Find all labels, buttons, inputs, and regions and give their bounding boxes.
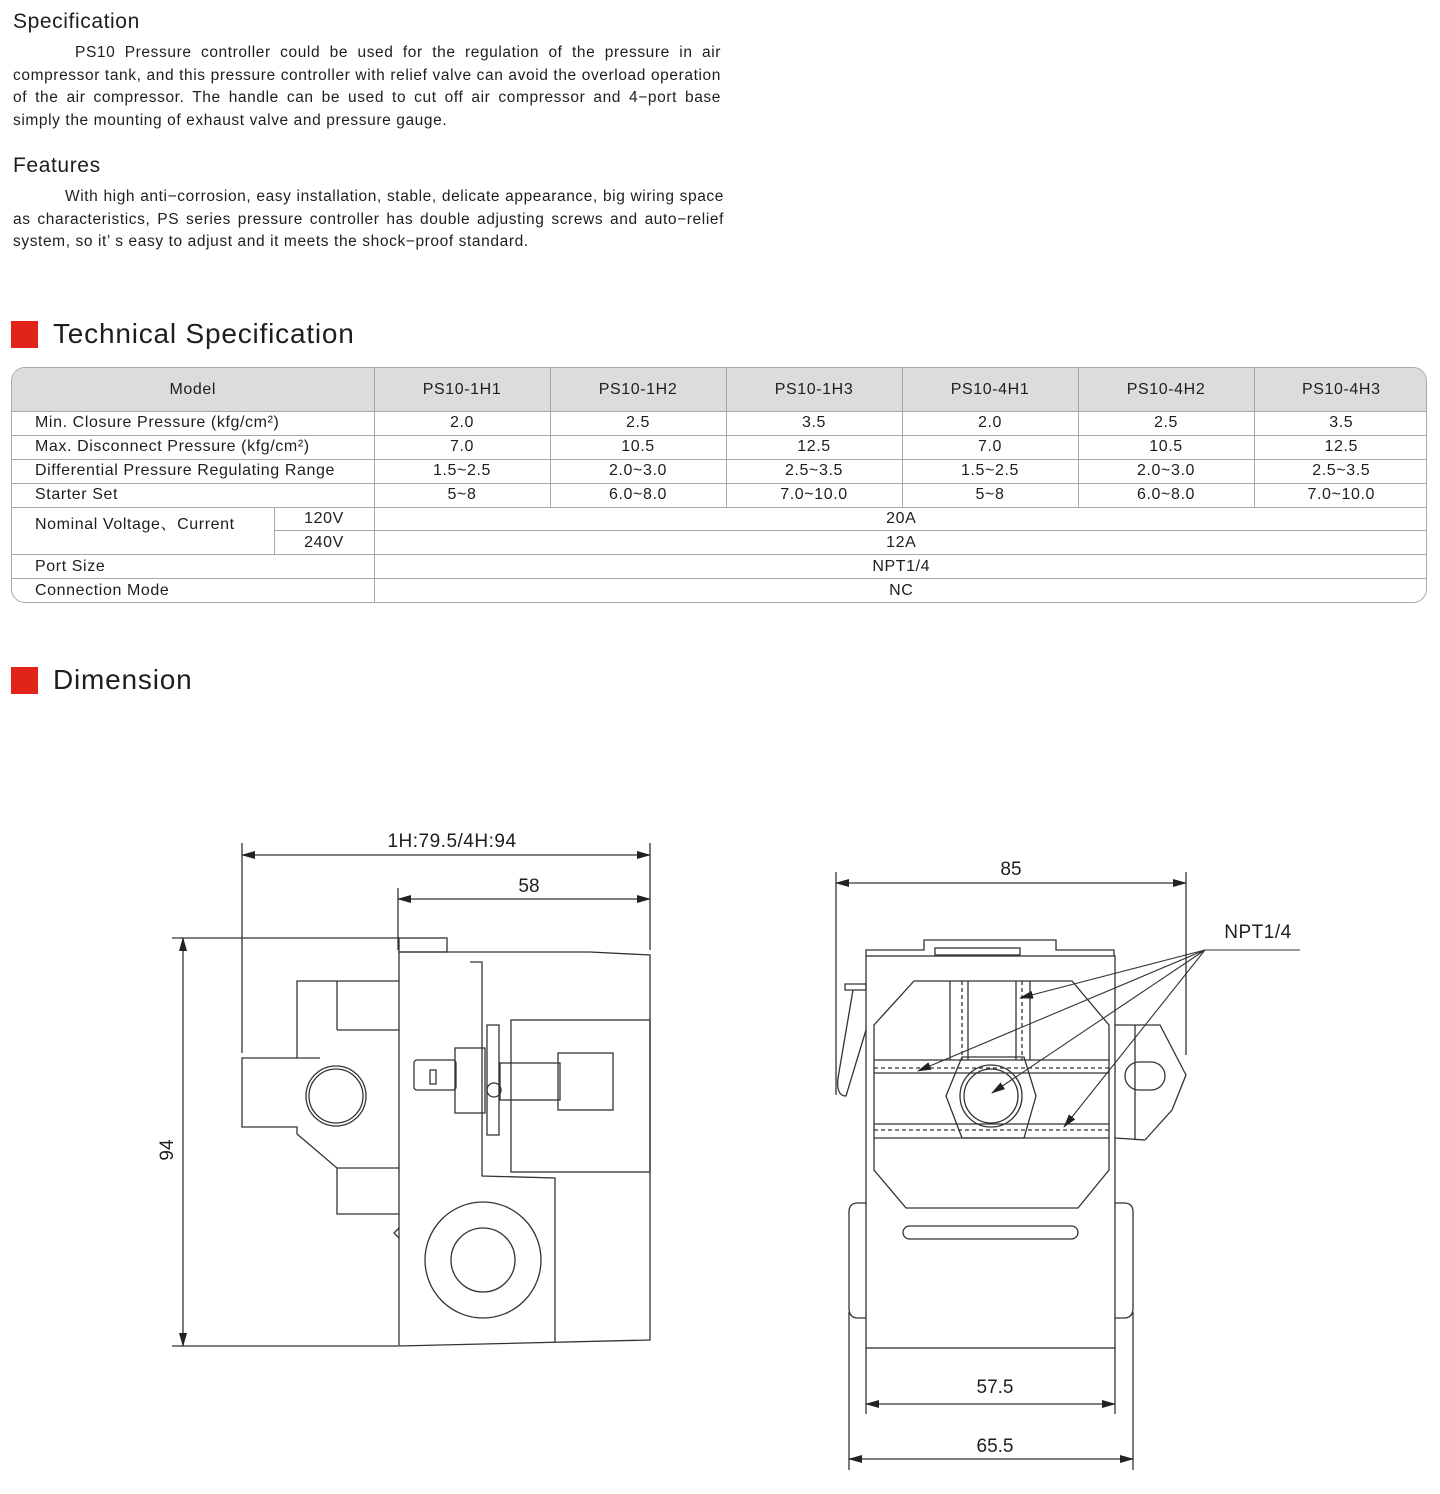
row-label: Max. Disconnect Pressure (kfg/cm²) [12,435,374,459]
model-column: PS10-4H3 [1254,368,1427,412]
dimension-title: Dimension [53,664,193,695]
table-cell: 1.5~2.5 [374,459,550,483]
table-cell: 6.0~8.0 [550,483,726,507]
table-cell: 3.5 [726,412,902,436]
dim-inner-base: 57.5 [976,1377,1014,1398]
table-cell: 2.0~3.0 [550,459,726,483]
table-cell: 12.5 [1254,435,1427,459]
table-cell: 12.5 [726,435,902,459]
voltage-label: Nominal Voltage、Current [12,507,274,555]
table-cell: 7.0~10.0 [726,483,902,507]
table-cell: 7.0 [902,435,1078,459]
table-cell: 7.0 [374,435,550,459]
row-label: Starter Set [12,483,374,507]
table-cell: 2.5~3.5 [1254,459,1427,483]
dim-height: 94 [157,1139,178,1161]
table-cell: 7.0~10.0 [1254,483,1427,507]
dim-body-width: 58 [518,876,540,897]
table-cell: 5~8 [374,483,550,507]
table-cell: 10.5 [1078,435,1254,459]
table-cell: 1.5~2.5 [902,459,1078,483]
row-label: Differential Pressure Regulating Range [12,459,374,483]
table-cell: 2.5 [550,412,726,436]
side-view-drawing [172,843,650,1346]
table-cell: 2.0 [374,412,550,436]
npt-port-label: NPT1/4 [1224,922,1292,943]
model-header: Model [12,368,374,412]
connection-mode-label: Connection Mode [12,579,374,602]
dim-overall-width: 1H:79.5/4H:94 [387,831,517,852]
model-column: PS10-4H1 [902,368,1078,412]
model-column: PS10-4H2 [1078,368,1254,412]
model-column: PS10-1H2 [550,368,726,412]
table-cell: 2.0 [902,412,1078,436]
technical-spec-title: Technical Specification [53,318,355,349]
features-heading: Features [13,154,101,177]
dim-outer-base: 65.5 [976,1436,1014,1457]
model-column: PS10-1H3 [726,368,902,412]
model-column: PS10-1H1 [374,368,550,412]
port-size-value: NPT1/4 [374,555,1427,579]
table-cell: 3.5 [1254,412,1427,436]
dim-front-width: 85 [1000,859,1022,880]
features-body: With high anti−corrosion, easy installation, stable, delicate appearance, big wiring space as characteristics, PS series pressure controller has double adjusting screws and auto−relief system, so it’ s easy to adjust and it meets the shock−proof standard. [13,188,724,251]
current-240: 12A [374,531,1427,555]
table-cell: 5~8 [902,483,1078,507]
table-cell: 2.0~3.0 [1078,459,1254,483]
port-size-label: Port Size [12,555,374,579]
current-120: 20A [374,507,1427,531]
table-cell: 2.5~3.5 [726,459,902,483]
table-cell: 6.0~8.0 [1078,483,1254,507]
specification-heading: Specification [13,10,140,33]
voltage-120: 120V [274,507,374,531]
connection-mode-value: NC [374,579,1427,602]
row-label: Min. Closure Pressure (kfg/cm²) [12,412,374,436]
table-cell: 2.5 [1078,412,1254,436]
voltage-240: 240V [274,531,374,555]
table-cell: 10.5 [550,435,726,459]
specification-body: PS10 Pressure controller could be used for the regulation of the pressure in air compressor tank, and this pressure controller with relief valve can avoid the overload operation of the air compressor. The handle can be used to cut off air compressor and 4−port base simply the mounting of exhaust valve and pressure gauge. [13,44,721,129]
